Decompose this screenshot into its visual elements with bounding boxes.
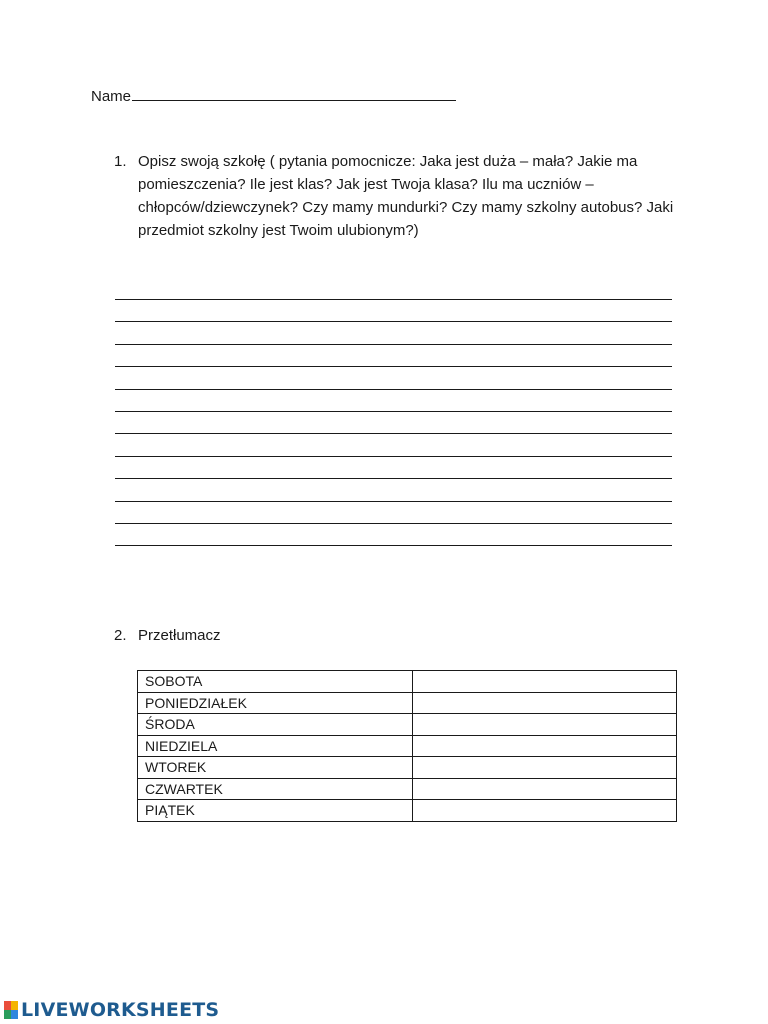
answer-line[interactable] bbox=[115, 478, 672, 479]
translation-answer-cell[interactable] bbox=[413, 671, 677, 693]
question-2-number: 2. bbox=[114, 627, 127, 644]
answer-line[interactable] bbox=[115, 433, 672, 434]
word-cell: CZWARTEK bbox=[138, 778, 413, 800]
question-1-number: 1. bbox=[114, 153, 127, 170]
table-row bbox=[138, 800, 677, 822]
table-row bbox=[138, 757, 677, 779]
logo-mark-icon bbox=[4, 1001, 18, 1019]
word-cell: SOBOTA bbox=[138, 671, 413, 693]
logo-square bbox=[4, 1001, 11, 1010]
translation-answer-cell[interactable] bbox=[413, 692, 677, 714]
table-row bbox=[138, 735, 677, 757]
question-1 bbox=[114, 150, 684, 242]
answer-line[interactable] bbox=[115, 366, 672, 367]
answer-line[interactable] bbox=[115, 299, 672, 300]
translation-answer-cell[interactable] bbox=[413, 800, 677, 822]
translation-answer-cell[interactable] bbox=[413, 735, 677, 757]
answer-line[interactable] bbox=[115, 545, 672, 546]
answer-line[interactable] bbox=[115, 344, 672, 345]
question-2 bbox=[114, 626, 221, 646]
translation-table bbox=[137, 670, 677, 822]
word-cell: WTOREK bbox=[138, 757, 413, 779]
word-cell: PIĄTEK bbox=[138, 800, 413, 822]
table-row bbox=[138, 671, 677, 693]
logo-square bbox=[11, 1001, 18, 1010]
word-cell: NIEDZIELA bbox=[138, 735, 413, 757]
liveworksheets-logo bbox=[4, 999, 219, 1021]
question-2-text: Przetłumacz bbox=[138, 627, 221, 644]
answer-line[interactable] bbox=[115, 321, 672, 322]
name-input-line[interactable] bbox=[132, 86, 456, 101]
logo-square bbox=[4, 1010, 11, 1019]
answer-line[interactable] bbox=[115, 411, 672, 412]
word-cell: ŚRODA bbox=[138, 714, 413, 736]
translation-answer-cell[interactable] bbox=[413, 757, 677, 779]
answer-line[interactable] bbox=[115, 523, 672, 524]
question-1-text: Opisz swoją szkołę ( pytania pomocnicze: Jaka jest duża – mała? Jakie ma pomieszczenia? Ile jest klas? Jak jest Twoja klasa? Ilu ma uczniów – chłopców/dziewczynek? Czy mamy mundurki? Czy mamy szkolny autobus? Jaki przedmiot szkolny jest Twoim ulubionym?) bbox=[138, 153, 674, 239]
word-cell: PONIEDZIAŁEK bbox=[138, 692, 413, 714]
name-label: Name bbox=[91, 88, 132, 105]
answer-line[interactable] bbox=[115, 389, 672, 390]
logo-square bbox=[11, 1010, 18, 1019]
question-1-answer-area[interactable] bbox=[115, 299, 672, 568]
answer-line[interactable] bbox=[115, 456, 672, 457]
translation-answer-cell[interactable] bbox=[413, 778, 677, 800]
table-row bbox=[138, 778, 677, 800]
table-row bbox=[138, 692, 677, 714]
answer-line[interactable] bbox=[115, 501, 672, 502]
table-row bbox=[138, 714, 677, 736]
translation-answer-cell[interactable] bbox=[413, 714, 677, 736]
name-field bbox=[91, 86, 456, 105]
logo-text: LIVEWORKSHEETS bbox=[21, 999, 220, 1021]
